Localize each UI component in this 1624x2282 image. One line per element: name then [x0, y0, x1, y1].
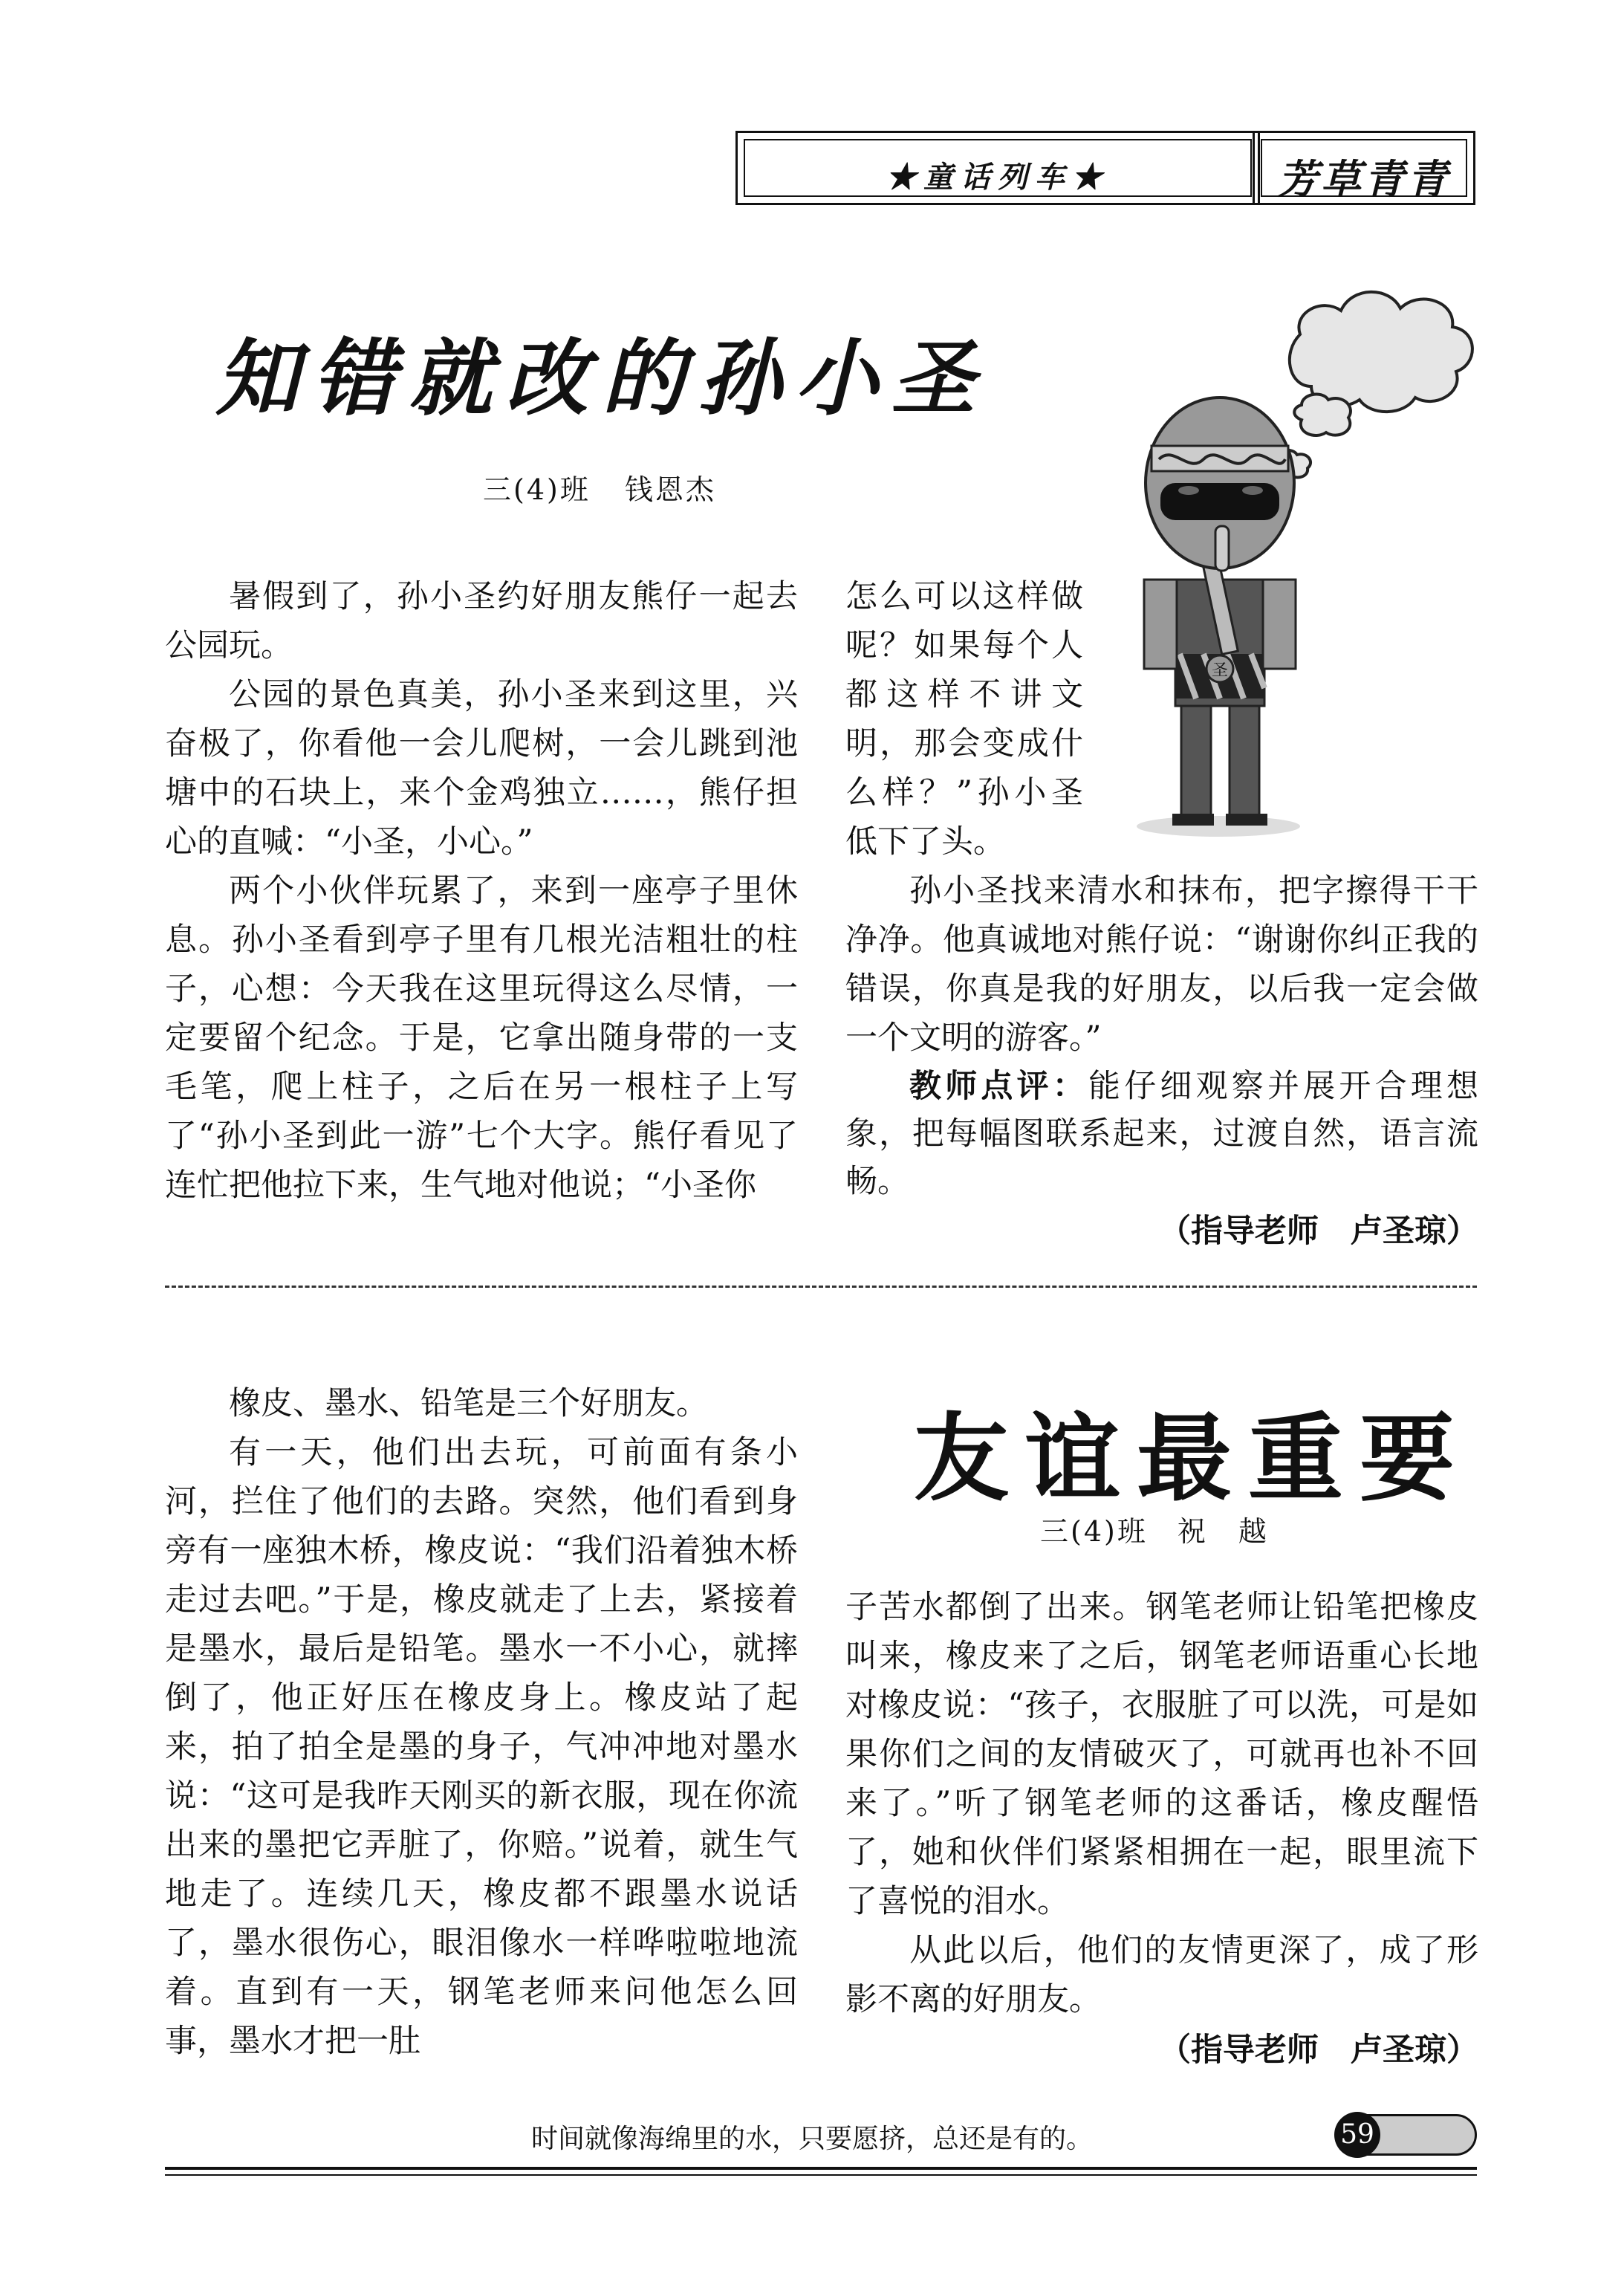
story2-paragraph: 从此以后，他们的友情更深了，成了形影不离的好朋友。	[845, 1932, 1478, 2018]
footer-rule-thin	[165, 2174, 1477, 2176]
story1-column-right	[845, 572, 1478, 1256]
story1-paragraph: 孙小圣找来清水和抹布，把字擦得干干净净。他真诚地对熊仔说：“谢谢你纠正我的错误，你真是我的好朋友，以后我一定会做一个文明的游客。”	[845, 872, 1478, 1057]
thought-cloud-icon	[1276, 292, 1472, 478]
story1-title: 知错就改的孙小圣	[215, 331, 988, 427]
story2-paragraph: 有一天，他们出去玩，可前面有条小河，拦住了他们的去路。突然，他们看到身旁有一座独木桥，橡皮说：“我们沿着独木桥走过去吧。”于是，橡皮就走了上去，紧接着是墨水，最后是铅笔。墨水一不小心，就摔倒了，他正好压在橡皮身上。橡皮站了起来，拍了拍全是墨的身子，气冲冲地对墨水说：“这可是我昨天刚买的新衣服，现在你流出来的墨把它弄脏了，你赔。”说着，就生气地走了。连续几天，橡皮都不跟墨水说话了，墨水很伤心，眼泪像水一样哗啦啦地流着。直到有一天，钢笔老师来问他怎么回事，墨水才把一肚	[165, 1434, 798, 2060]
story1-credit: （指导老师 卢圣琼）	[1159, 1213, 1478, 1250]
story1-class: 三(4)班	[483, 473, 591, 506]
story2-credit: （指导老师 卢圣琼）	[1159, 2032, 1478, 2069]
section-divider	[165, 1286, 1477, 1288]
story2-class: 三(4)班	[1040, 1515, 1148, 1548]
story1-author: 钱恩杰	[624, 473, 716, 506]
badge-label: 圣	[1211, 661, 1229, 680]
footer-rule	[165, 2167, 1477, 2170]
story1-column-left	[165, 572, 798, 1210]
story2-byline	[1040, 1508, 1269, 1549]
story2-title: 友谊最重要	[914, 1404, 1472, 1514]
story1-paragraph: 暑假到了，孙小圣约好朋友熊仔一起去公园玩。	[165, 578, 798, 664]
story2-author: 祝 越	[1177, 1515, 1269, 1548]
story2-column-right	[845, 1583, 1478, 2075]
story2-paragraph: 橡皮、墨水、铅笔是三个好朋友。	[229, 1385, 708, 1422]
teacher-comment-label: 教师点评：	[909, 1068, 1088, 1105]
series-header-box	[735, 131, 1260, 205]
page-number: 59	[1334, 2112, 1380, 2158]
story2-paragraph: 子苦水都倒了出来。钢笔老师让铅笔把橡皮叫来，橡皮来了之后，钢笔老师语重心长地对橡皮说：“孩子，衣服脏了可以洗，可是如果你们之间的友情破灭了，可就再也补不回来了。”听了钢笔老师的这番话，橡皮醒悟了，她和伙伴们紧紧相拥在一起，眼里流下了喜悦的泪水。	[845, 1589, 1478, 1920]
story1-paragraph: 公园的景色真美，孙小圣来到这里，兴奋极了，你看他一会儿爬树，一会儿跳到池塘中的石块上，来个金鸡独立……，熊仔担心的直喊：“小圣，小心。”	[165, 676, 798, 860]
column-header-box	[1253, 131, 1475, 205]
teacher-comment-text: 能仔细观察并展开合理想象，把每幅图联系起来，过渡自然，语言流畅。	[845, 1068, 1478, 1200]
story1-paragraph: 怎么可以这样做呢？如果每个人都这样不讲文明，那会变成什么样？”孙小圣低下了头。	[845, 578, 1083, 860]
column-title: 芳草青青	[1278, 155, 1450, 203]
story2-column-left	[165, 1379, 798, 2066]
series-title: ★童话列车★	[886, 160, 1109, 195]
story1-paragraph: 两个小伙伴玩累了，来到一座亭子里休息。孙小圣看到亭子里有几根光洁粗壮的柱子，心想：今天我在这里玩得这么尽情，一定要留个纪念。于是，它拿出随身带的一支毛笔，爬上柱子，之后在另一根柱子上写了“孙小圣到此一游”七个大字。熊仔看见了连忙把他拉下来，生气地对他说；“小圣你	[165, 872, 798, 1204]
footer-quote: 时间就像海绵里的水，只要愿挤，总还是有的。	[530, 2124, 1093, 2154]
story1-byline	[483, 467, 716, 508]
teacher-comment	[845, 1063, 1478, 1205]
